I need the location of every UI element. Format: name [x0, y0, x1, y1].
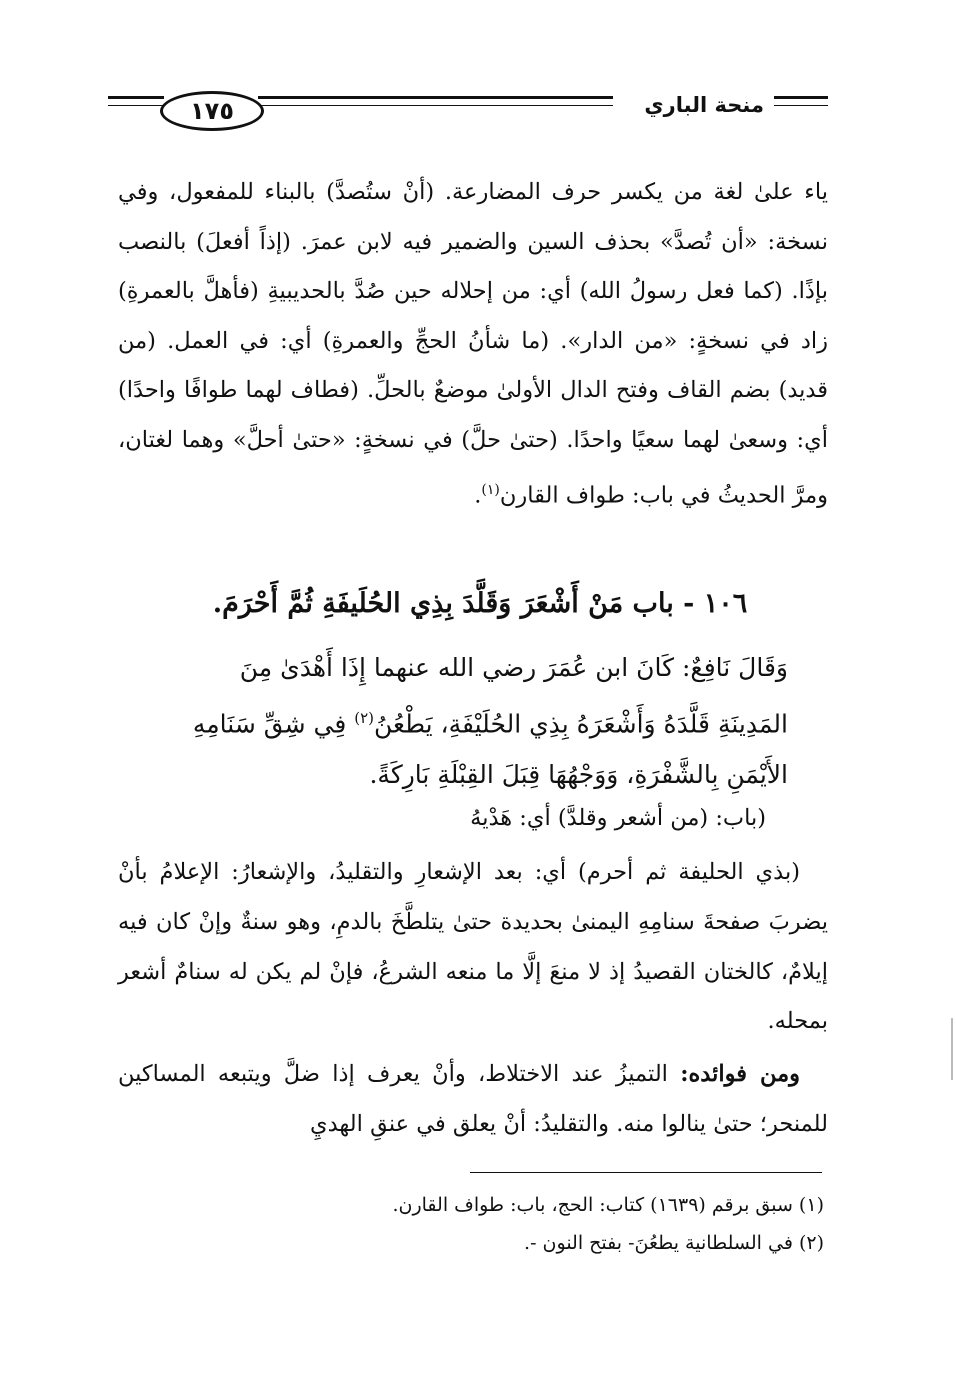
hadith-line-1: وَقَالَ نَافِعٌ: كَانَ ابن عُمَرَ رضي الله عنهما إِذَا أَهْدَىٰ مِنَ [239, 653, 788, 682]
commentary-paragraph-3 [118, 1050, 828, 1150]
scan-margin-mark [951, 1018, 953, 1080]
header-rule-right [774, 96, 828, 99]
bab-explanation: (باب: (من أشعر وقلدَّ) أي: هَدْيهُ [470, 805, 766, 831]
paragraph-3-lead: ومن فوائده: [680, 1061, 800, 1087]
header-rule-middle-thin [258, 105, 613, 106]
header-rule-left-thin [108, 105, 164, 106]
footnote-ref-2: (٢) [354, 709, 374, 727]
paragraph-1-text: ياء علىٰ لغة من يكسر حرف المضارعة. (أنْ ستُصدَّ) بالبناء للمفعول، وفي نسخة: «أن تُصدَّ» بحذف السين والضمير فيه لابن عمرَ. (إذاً أفعلَ) بالنصب بإذًا. (كما فعل رسولُ الله) أي: من إحلاله حين صُدَّ بالحديبيةِ (فأهلَّ بالعمرةِ) زاد في نسخةٍ: «من الدار». (ما شأنُ الحجِّ والعمرةِ) أي: في العمل. (من قديد) بضم القاف وفتح الدال الأولىٰ موضعٌ بالحلِّ. (فطاف لهما طوافًا واحدًا) أي: وسعىٰ لهما سعيًا واحدًا. (حتىٰ حلَّ) في نسخةٍ: «حتىٰ أحلَّ» وهما لغتان، ومرَّ الحديثُ في باب: طواف القارن [118, 179, 828, 509]
commentary-paragraph-2 [118, 848, 828, 1047]
header-rule-right-thin [774, 105, 828, 106]
hadith-text [148, 642, 788, 800]
hadith-line-2-a: المَدِينَةِ قَلَّدَهُ وَأَشْعَرَهُ بِذِي الحُلَيْفَةِ، يَطْعُنُ [374, 709, 788, 739]
hadith-line-2-b: فِي شِقِّ سَنَامِهِ [192, 709, 355, 739]
paragraph-2-text: (بذي الحليفة ثم أحرم) أي: بعد الإشعارِ والتقليدُ، والإشعارُ: الإعلامُ بأنْ يضربَ صفحةَ سنامِهِ اليمنىٰ بحديدة حتىٰ يتلطَّخَ بالدمِ، وهو سنةٌ وإنْ كان فيه إيلامٌ، كالختان القصيدُ إذ لا منعَ إلَّا ما منعه الشرعُ، فإنْ لم يكن له سنامٌ أشعر بمحله. [118, 859, 828, 1035]
hadith-line-3: الأَيْمَنِ بِالشَّفْرَةِ، وَوَجْهُهَا قِبَلَ القِبْلَةِ بَارِكَةً. [369, 760, 788, 790]
page-number-badge [160, 91, 264, 131]
paragraph-3-text: التميزُ عند الاختلاط، وأنْ يعرف إذا ضلَّ ويتبعه المساكين للمنحر؛ حتىٰ ينالوا منه. والتقليدُ: أنْ يعلق في عنقِ الهديِ [118, 1061, 828, 1137]
footnote-ref-1: (١) [481, 481, 500, 498]
footnote-1: (١) سبق برقم (١٦٣٩) كتاب: الحج، باب: طواف القارن. [392, 1194, 824, 1216]
hadith-line-2 [148, 693, 788, 749]
chapter-title: ١٠٦ - باب مَنْ أَشْعَرَ وَقَلَّدَ بِذِي الحُلَيفَةِ ثُمَّ أَحْرَمَ. [212, 588, 748, 619]
commentary-paragraph-1 [118, 168, 828, 521]
header-rule-left [108, 96, 164, 99]
footnote-separator [470, 1172, 822, 1173]
footnotes [224, 1186, 824, 1262]
header-rule-middle [258, 96, 613, 99]
paragraph-1-end: . [474, 482, 482, 509]
book-title: منحة الباري [644, 93, 764, 117]
running-header [108, 88, 828, 138]
page-number: ١٧٥ [190, 97, 234, 125]
footnote-2: (٢) في السلطانية يطعُنَ- بفتح النون -. [524, 1232, 824, 1254]
